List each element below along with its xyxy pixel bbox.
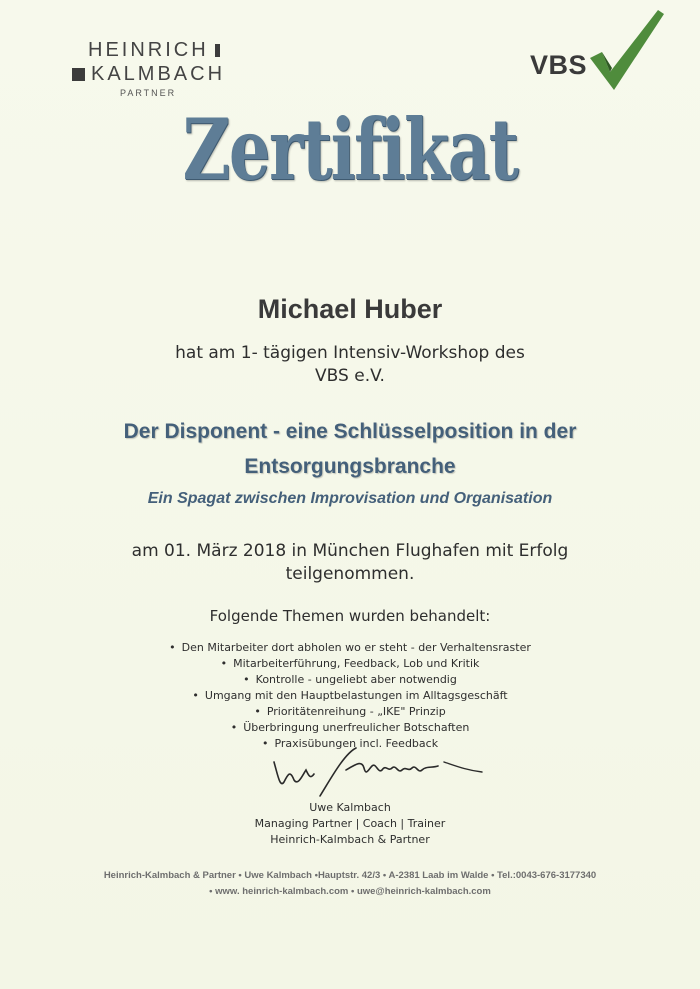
certificate-title: Zertifikat (182, 100, 518, 199)
signer-role: Managing Partner | Coach | Trainer (254, 817, 446, 830)
footer-line1: Heinrich-Kalmbach & Partner • Uwe Kalmbach •Hauptstr. 42/3 • A-2381 Laab im Walde • Tel.:0043-676-3177340 (103, 870, 597, 881)
hk-logo-line2: KALMBACH (91, 62, 226, 85)
list-item (0, 720, 700, 736)
course-subtitle: Ein Spagat zwischen Improvisation und Organisation (147, 490, 553, 507)
vbs-logo-text: VBS (530, 50, 588, 80)
bullet-icon: • (192, 689, 199, 702)
signer-block (0, 800, 700, 848)
course-title-line2: Entsorgungsbranche (244, 455, 456, 478)
date-line2: teilgenommen. (285, 564, 415, 584)
square-icon (72, 68, 85, 81)
course-title (60, 414, 640, 484)
intro-line1: hat am 1- tägigen Intensiv-Workshop des (175, 343, 525, 363)
signer-name: Uwe Kalmbach (309, 801, 391, 814)
bullet-icon: • (220, 657, 228, 670)
checkmark-icon (588, 8, 668, 92)
topic-text: Den Mitarbeiter dort abholen wo er steht - der Verhaltensraster (181, 641, 531, 654)
hk-logo-line3: PARTNER (120, 88, 177, 98)
topic-text: Kontrolle - ungeliebt aber notwendig (255, 673, 457, 686)
heinrich-kalmbach-logo (66, 38, 226, 98)
list-item (0, 688, 700, 704)
hk-logo-line1: HEINRICH (88, 38, 209, 61)
participant-name: Michael Huber (257, 294, 443, 324)
topics-heading: Folgende Themen wurden behandelt: (209, 607, 491, 625)
intro-line2: VBS e.V. (315, 366, 385, 386)
list-item (0, 640, 700, 656)
topic-text: Überbringung unerfreulicher Botschaften (243, 721, 470, 734)
date-line1: am 01. März 2018 in München Flughafen mit Erfolg (131, 541, 569, 561)
topic-text: Umgang mit den Hauptbelastungen im Alltagsgeschäft (204, 689, 508, 702)
bullet-icon: • (254, 705, 261, 718)
course-title-line1: Der Disponent - eine Schlüsselposition in der (123, 420, 577, 443)
topics-list (0, 640, 700, 752)
square-icon (215, 44, 220, 57)
topic-text: Prioritätenreihung - „IKE" Prinzip (266, 705, 446, 718)
bullet-icon: • (261, 737, 269, 750)
bullet-icon: • (169, 641, 176, 654)
signer-company: Heinrich-Kalmbach & Partner (270, 833, 430, 846)
vbs-logo (528, 8, 668, 92)
list-item (0, 704, 700, 720)
topic-text: Praxisübungen incl. Feedback (274, 737, 439, 750)
date-statement (0, 540, 700, 586)
bullet-icon: • (243, 673, 250, 686)
list-item (0, 672, 700, 688)
bullet-icon: • (230, 721, 238, 734)
list-item (0, 656, 700, 672)
footer (0, 868, 700, 900)
topic-text: Mitarbeiterführung, Feedback, Lob und Kritik (233, 657, 480, 670)
footer-line2: • www. heinrich-kalmbach.com • uwe@heinrich-kalmbach.com (209, 886, 491, 897)
signature-image (260, 740, 500, 800)
